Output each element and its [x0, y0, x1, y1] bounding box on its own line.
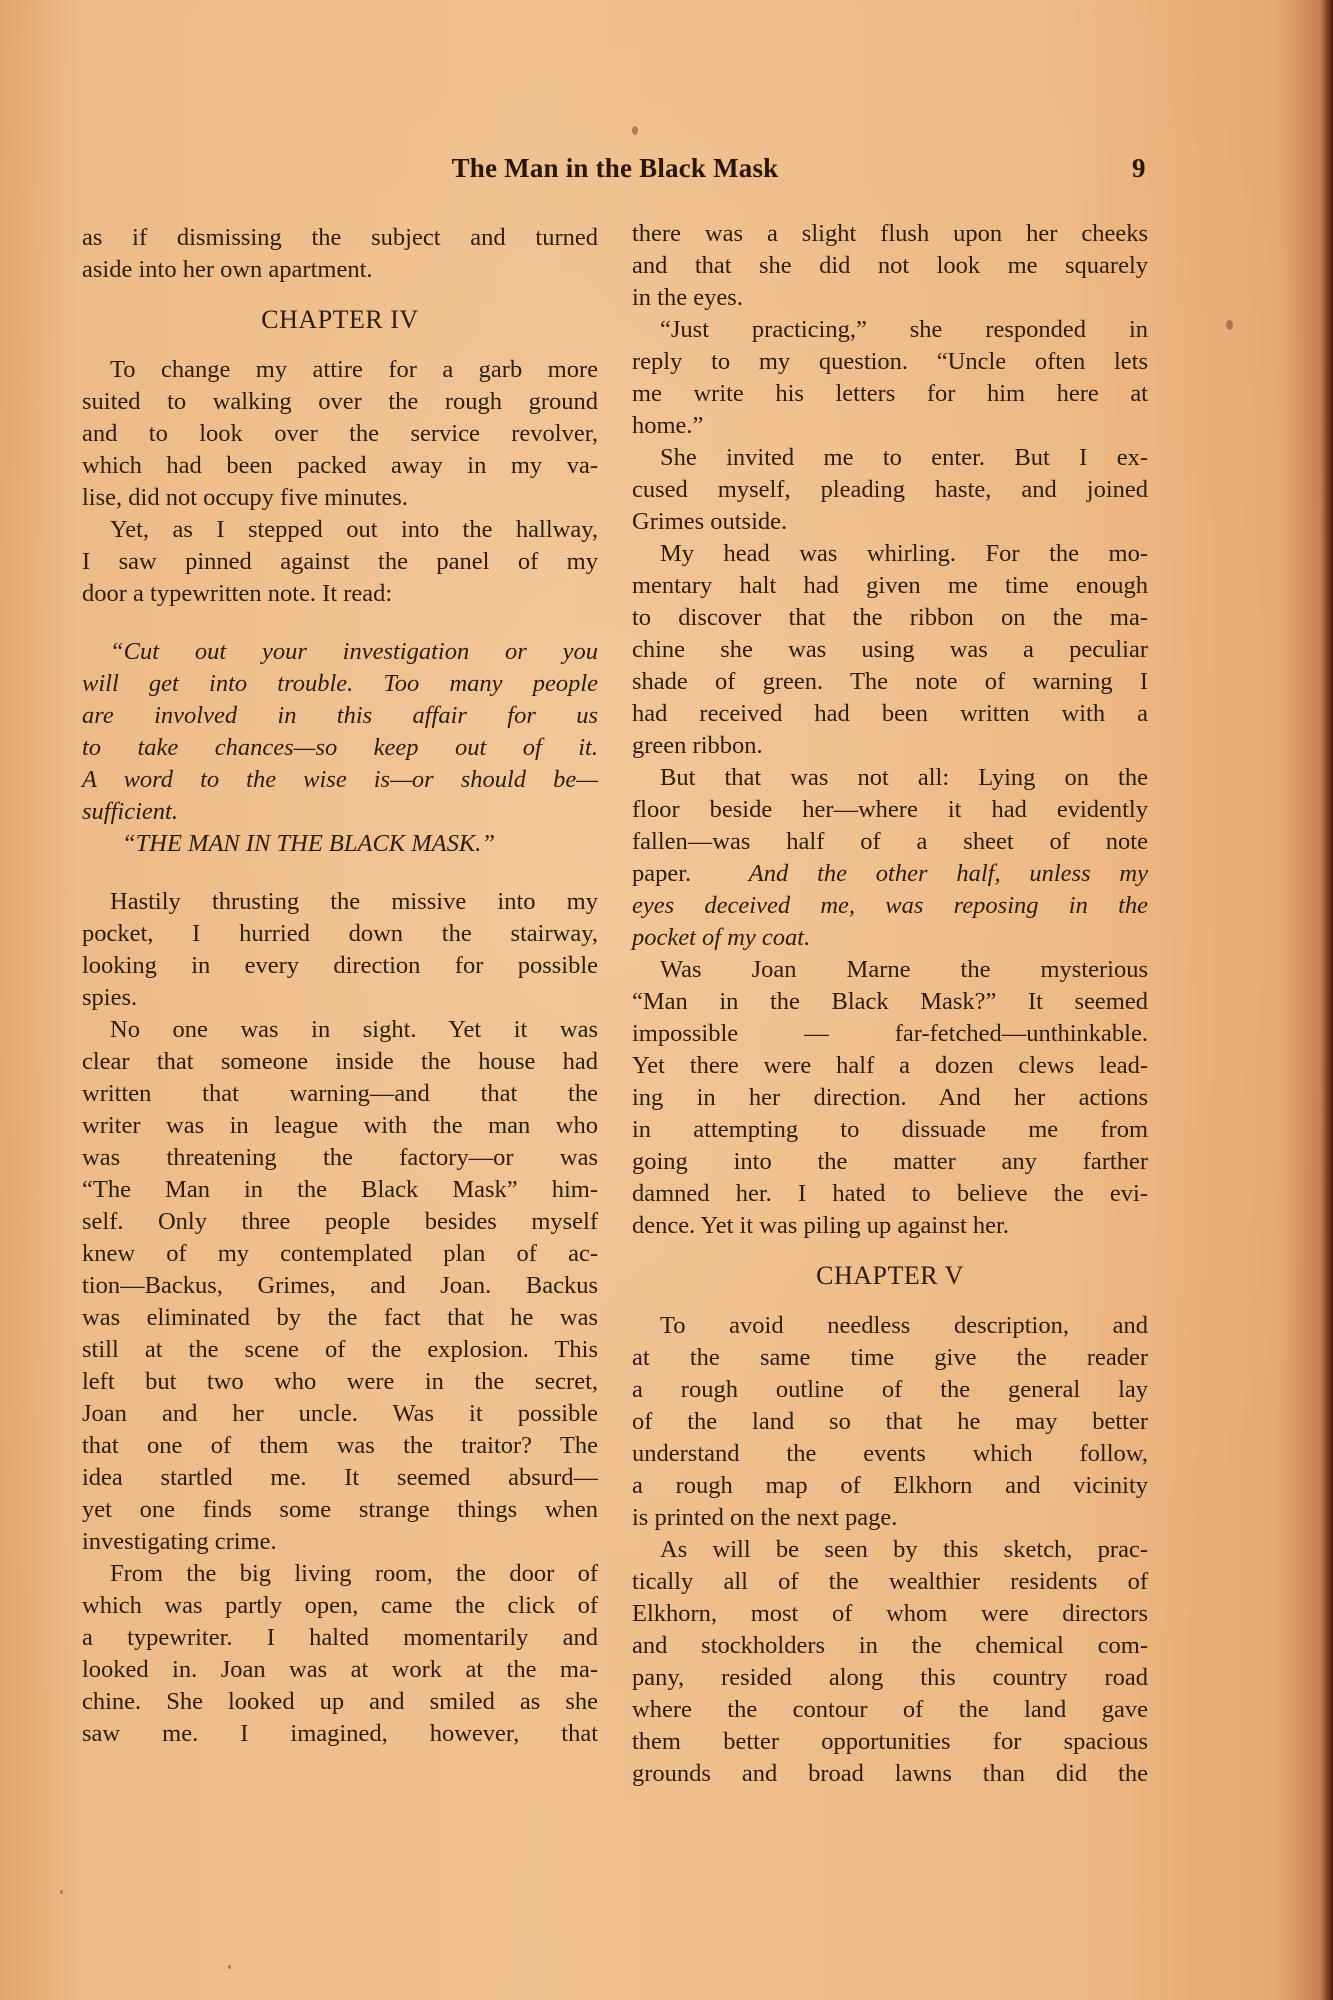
text-line: still at the scene of the explosion. This — [82, 1336, 598, 1363]
text-line: left but two who were in the secret, — [82, 1368, 598, 1395]
text-line: tically all of the wealthier residents of — [632, 1568, 1148, 1595]
text-line: a typewriter. I halted momentarily and — [82, 1624, 598, 1651]
text-line: and stockholders in the chemical com- — [632, 1632, 1148, 1659]
text-line: investigating crime. — [82, 1528, 277, 1555]
text-line: a rough outline of the general lay — [632, 1376, 1148, 1403]
text-line: damned her. I hated to believe the evi- — [632, 1180, 1148, 1207]
text-line: in the eyes. — [632, 284, 743, 311]
text-line: Joan and her uncle. Was it possible — [82, 1400, 598, 1427]
text-line: that one of them was the traitor? The — [82, 1432, 598, 1459]
text-line: spies. — [82, 984, 138, 1011]
text-line: pany, resided along this country road — [632, 1664, 1148, 1691]
text-line: me write his letters for him here at — [632, 380, 1148, 407]
text-line: No one was in sight. Yet it was — [110, 1016, 598, 1043]
text-line: where the contour of the land gave — [632, 1696, 1148, 1723]
text-line: To change my attire for a garb more — [110, 356, 598, 383]
text-line: floor beside her—where it had evidently — [632, 796, 1148, 823]
text-line: had received had been written with a — [632, 700, 1148, 727]
text-span: paper. — [632, 860, 749, 887]
text-line: yet one finds some strange things when — [82, 1496, 598, 1523]
text-line: them better opportunities for spacious — [632, 1728, 1148, 1755]
text-line: understand the events which follow, — [632, 1440, 1148, 1467]
text-line: suited to walking over the rough ground — [82, 388, 598, 415]
italic-span: And the other half, unless my — [748, 860, 1148, 887]
running-head-title: The Man in the Black Mask — [451, 153, 779, 183]
text-line: to discover that the ribbon on the ma- — [632, 604, 1148, 631]
text-line: was threatening the factory—or was — [82, 1144, 598, 1171]
text-line: But that was not all: Lying on the — [660, 764, 1148, 791]
text-line: chine she was using was a peculiar — [632, 636, 1148, 663]
text-line: grounds and broad lawns than did the — [632, 1760, 1148, 1787]
text-line: reply to my question. “Uncle often lets — [632, 348, 1148, 375]
text-line: door a typewritten note. It read: — [82, 580, 393, 607]
text-line: As will be seen by this sketch, prac- — [660, 1536, 1148, 1563]
text-line: aside into her own apartment. — [82, 256, 373, 283]
text-line: shade of green. The note of warning I — [632, 668, 1148, 695]
text-line: “Just practicing,” she responded in — [660, 316, 1148, 343]
text-line: From the big living room, the door of — [110, 1560, 598, 1587]
text-line: Yet, as I stepped out into the hallway, — [110, 516, 598, 543]
paper-speck — [228, 1965, 231, 1969]
text-line: tion—Backus, Grimes, and Joan. Backus — [82, 1272, 598, 1299]
paper-speck — [1226, 320, 1233, 330]
text-line: cused myself, pleading haste, and joined — [632, 476, 1148, 503]
text-line: as if dismissing the subject and turned — [82, 224, 598, 251]
page-number: 9 — [1132, 153, 1146, 183]
right-column — [632, 218, 1148, 1790]
note-signature: “THE MAN IN THE BLACK MASK.” — [122, 830, 495, 857]
note-line: sufficient. — [82, 798, 178, 825]
note-line: are involved in this affair for us — [82, 702, 598, 729]
text-line: is printed on the next page. — [632, 1504, 898, 1531]
text-line: looked in. Joan was at work at the ma- — [82, 1656, 598, 1683]
text-line: lise, did not occupy five minutes. — [82, 484, 408, 511]
text-line — [632, 858, 1148, 890]
left-column — [82, 222, 598, 1750]
text-line: Grimes outside. — [632, 508, 788, 535]
text-line: pocket, I hurried down the stairway, — [82, 920, 598, 947]
text-line: To avoid needless description, and — [660, 1312, 1148, 1339]
text-line: Elkhorn, most of whom were directors — [632, 1600, 1148, 1627]
page-edge-shadow — [1325, 0, 1333, 2000]
paper-speck — [632, 126, 638, 135]
text-line: idea startled me. It seemed absurd— — [82, 1464, 598, 1491]
note-line: will get into trouble. Too many people — [82, 670, 598, 697]
text-line: and that she did not look me squarely — [632, 252, 1148, 279]
text-line: She invited me to enter. But I ex- — [660, 444, 1148, 471]
text-line: was eliminated by the fact that he was — [82, 1304, 598, 1331]
text-line: saw me. I imagined, however, that — [82, 1720, 598, 1747]
note-line: A word to the wise is—or should be— — [82, 766, 598, 793]
text-line: Hastily thrusting the missive into my — [110, 888, 598, 915]
text-line: which had been packed away in my va- — [82, 452, 598, 479]
text-line: clear that someone inside the house had — [82, 1048, 598, 1075]
text-line: fallen—was half of a sheet of note — [632, 828, 1148, 855]
text-line: at the same time give the reader — [632, 1344, 1148, 1371]
text-line: Was Joan Marne the mysterious — [660, 956, 1148, 983]
note-line: to take chances—so keep out of it. — [82, 734, 598, 761]
text-line: chine. She looked up and smiled as she — [82, 1688, 598, 1715]
paper-speck — [60, 1890, 63, 1894]
text-line: and to look over the service revolver, — [82, 420, 598, 447]
text-line: I saw pinned against the panel of my — [82, 548, 598, 575]
text-line: home.” — [632, 412, 704, 439]
text-line: ing in her direction. And her actions — [632, 1084, 1148, 1111]
text-line: Yet there were half a dozen clews lead- — [632, 1052, 1148, 1079]
chapter-heading: CHAPTER V — [816, 1261, 964, 1290]
text-line: My head was whirling. For the mo- — [660, 540, 1148, 567]
text-line: eyes deceived me, was reposing in the — [632, 892, 1148, 919]
text-line: looking in every direction for possible — [82, 952, 598, 979]
text-line: “Man in the Black Mask?” It seemed — [632, 988, 1148, 1015]
text-line: there was a slight flush upon her cheeks — [632, 220, 1148, 247]
text-line: which was partly open, came the click of — [82, 1592, 598, 1619]
text-line: of the land so that he may better — [632, 1408, 1148, 1435]
text-line: mentary halt had given me time enough — [632, 572, 1148, 599]
text-line: self. Only three people besides myself — [82, 1208, 598, 1235]
text-line: a rough map of Elkhorn and vicinity — [632, 1472, 1148, 1499]
text-line: in attempting to dissuade me from — [632, 1116, 1148, 1143]
text-line: green ribbon. — [632, 732, 763, 759]
text-line: impossible — far-fetched—unthinkable. — [632, 1020, 1148, 1047]
text-line: writer was in league with the man who — [82, 1112, 598, 1139]
text-line: “The Man in the Black Mask” him- — [82, 1176, 598, 1203]
note-line: “Cut out your investigation or you — [110, 638, 598, 665]
text-line: dence. Yet it was piling up against her. — [632, 1212, 1009, 1239]
text-line: going into the matter any farther — [632, 1148, 1148, 1175]
text-line: knew of my contemplated plan of ac- — [82, 1240, 598, 1267]
chapter-heading: CHAPTER IV — [261, 305, 419, 334]
text-line: written that warning—and that the — [82, 1080, 598, 1107]
text-line: pocket of my coat. — [632, 924, 811, 951]
